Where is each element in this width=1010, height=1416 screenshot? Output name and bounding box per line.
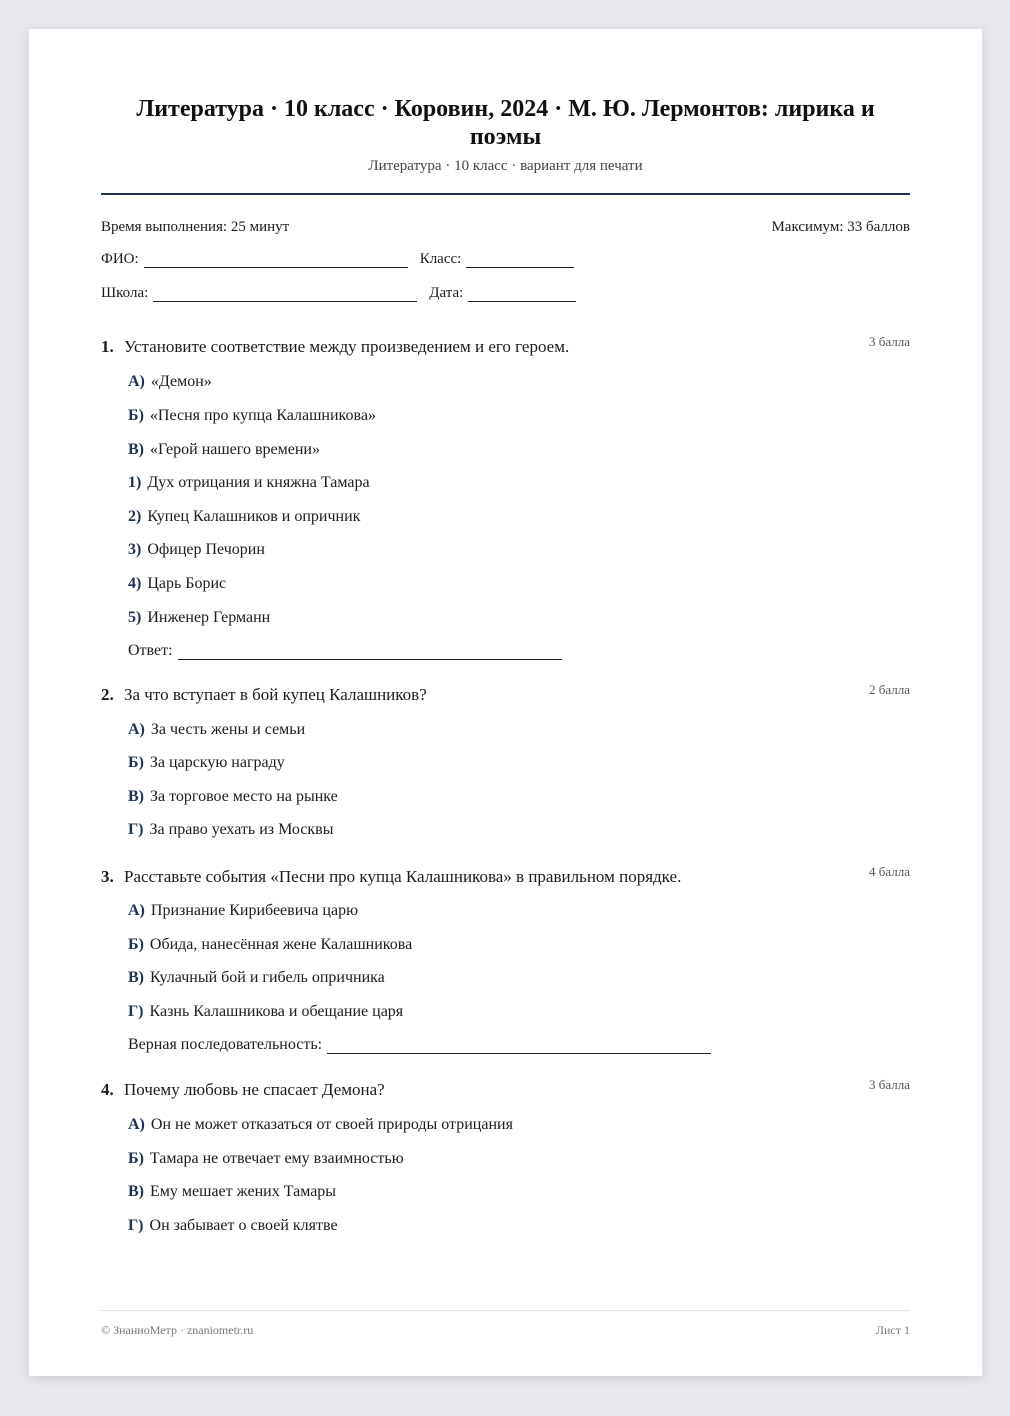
option-text: Купец Калашников и опричник (147, 508, 361, 525)
option[interactable] (128, 754, 285, 772)
question-text: Расставьте события «Песни про купца Калашникова» в правильном порядке. (124, 867, 682, 886)
page-number: Лист 1 (875, 1323, 910, 1337)
question-header (101, 682, 910, 707)
option-text: Ему мешает жених Тамары (150, 1183, 337, 1200)
option-letter: Б) (128, 936, 144, 953)
option[interactable] (128, 373, 212, 391)
option-text: «Герой нашего времени» (150, 441, 320, 458)
page-footer (101, 1323, 910, 1338)
option-letter: А) (128, 902, 145, 919)
option[interactable] (128, 1150, 404, 1168)
option-text: Казнь Калашникова и обещание царя (149, 1003, 404, 1020)
school-label: Школа: (101, 285, 149, 301)
option-letter: В) (128, 441, 144, 458)
option-letter: Г) (128, 821, 144, 838)
option[interactable] (128, 508, 360, 526)
answer-label: Верная последовательность: (128, 1036, 323, 1053)
page-title: Литература · 10 класс · Коровин, 2024 · М. Ю. Лермонтов: лирика и поэмы (136, 96, 875, 150)
fio-label: ФИО: (101, 251, 139, 267)
question-text: Почему любовь не спасает Демона? (124, 1080, 385, 1099)
option-letter: 3) (128, 541, 142, 558)
option[interactable] (128, 575, 226, 593)
question-points: 3 балла (869, 1077, 910, 1092)
option-letter: А) (128, 721, 145, 738)
answer-field (128, 1036, 723, 1054)
option[interactable] (128, 821, 333, 839)
option-text: За право уехать из Москвы (149, 821, 334, 838)
option-letter: 2) (128, 508, 142, 525)
option-text: За честь жены и семьи (150, 721, 306, 738)
footer-copyright: © ЗнаниоМетр · znaniometr.ru (101, 1323, 254, 1337)
option-letter: Г) (128, 1217, 144, 1234)
answer-field (128, 642, 574, 660)
meta-row (101, 219, 910, 236)
option[interactable] (128, 407, 376, 425)
option-letter: В) (128, 969, 144, 986)
footer-divider (101, 1310, 910, 1311)
date-label: Дата: (429, 285, 464, 301)
question-number: 2. (101, 685, 114, 704)
time-limit: Время выполнения: 25 минут (101, 219, 290, 235)
fio-line[interactable] (144, 253, 408, 268)
option-text: Царь Борис (147, 575, 227, 592)
answer-line[interactable] (178, 645, 562, 660)
class-label: Класс: (419, 251, 462, 267)
question-text: Установите соответствие между произведением и его героем. (124, 337, 570, 356)
option[interactable] (128, 902, 358, 920)
option-letter: Б) (128, 407, 144, 424)
option[interactable] (128, 936, 412, 954)
question-points: 2 балла (869, 682, 910, 697)
option-text: «Демон» (150, 373, 212, 390)
question-header (101, 864, 910, 889)
option-text: Он не может отказаться от своей природы отрицания (150, 1116, 513, 1133)
option[interactable] (128, 474, 370, 492)
option-text: За царскую награду (149, 754, 285, 771)
option-letter: 4) (128, 575, 142, 592)
option-letter: Г) (128, 1003, 144, 1020)
option[interactable] (128, 969, 385, 987)
option-text: Инженер Германн (147, 609, 271, 626)
option-text: Дух отрицания и княжна Тамара (147, 474, 370, 491)
question-1 (101, 334, 910, 667)
student-fields-row-1 (101, 251, 586, 268)
option-letter: А) (128, 373, 145, 390)
class-line[interactable] (466, 253, 574, 268)
question-number: 1. (101, 337, 114, 356)
option[interactable] (128, 1003, 403, 1021)
option-text: Кулачный бой и гибель опричника (150, 969, 385, 986)
worksheet-page (29, 29, 982, 1376)
option-text: Он забывает о своей клятве (149, 1217, 338, 1234)
question-header (101, 334, 910, 359)
option[interactable] (128, 441, 320, 459)
option-letter: А) (128, 1116, 145, 1133)
option-text: Признание Кирибеевича царю (150, 902, 359, 919)
option-letter: 1) (128, 474, 142, 491)
max-score: Максимум: 33 баллов (771, 219, 910, 235)
option-text: Тамара не отвечает ему взаимностью (149, 1150, 404, 1167)
option-letter: 5) (128, 609, 142, 626)
question-number: 3. (101, 867, 114, 886)
option-text: Офицер Печорин (147, 541, 265, 558)
option-letter: Б) (128, 1150, 144, 1167)
question-points: 3 балла (869, 334, 910, 349)
question-2 (101, 682, 910, 838)
answer-label: Ответ: (128, 642, 173, 659)
option[interactable] (128, 1116, 513, 1134)
option-letter: В) (128, 1183, 144, 1200)
option-text: Обида, нанесённая жене Калашникова (149, 936, 413, 953)
option[interactable] (128, 1183, 336, 1201)
school-line[interactable] (153, 287, 417, 302)
date-line[interactable] (468, 287, 576, 302)
option[interactable] (128, 609, 270, 627)
option-text: За торговое место на рынке (150, 788, 338, 805)
option[interactable] (128, 541, 265, 559)
question-4 (101, 1077, 910, 1234)
question-points: 4 балла (869, 864, 910, 879)
page-subtitle: Литература · 10 класс · вариант для печати (368, 158, 643, 174)
question-number: 4. (101, 1080, 114, 1099)
header-divider (101, 193, 910, 195)
option-text: «Песня про купца Калашникова» (149, 407, 376, 424)
option[interactable] (128, 721, 305, 739)
option-letter: В) (128, 788, 144, 805)
question-header (101, 1077, 910, 1102)
question-3 (101, 864, 910, 1057)
option-letter: Б) (128, 754, 144, 771)
option[interactable] (128, 788, 338, 806)
question-text: За что вступает в бой купец Калашников? (124, 685, 427, 704)
answer-line[interactable] (327, 1039, 711, 1054)
option[interactable] (128, 1217, 338, 1235)
student-fields-row-2 (101, 285, 588, 302)
